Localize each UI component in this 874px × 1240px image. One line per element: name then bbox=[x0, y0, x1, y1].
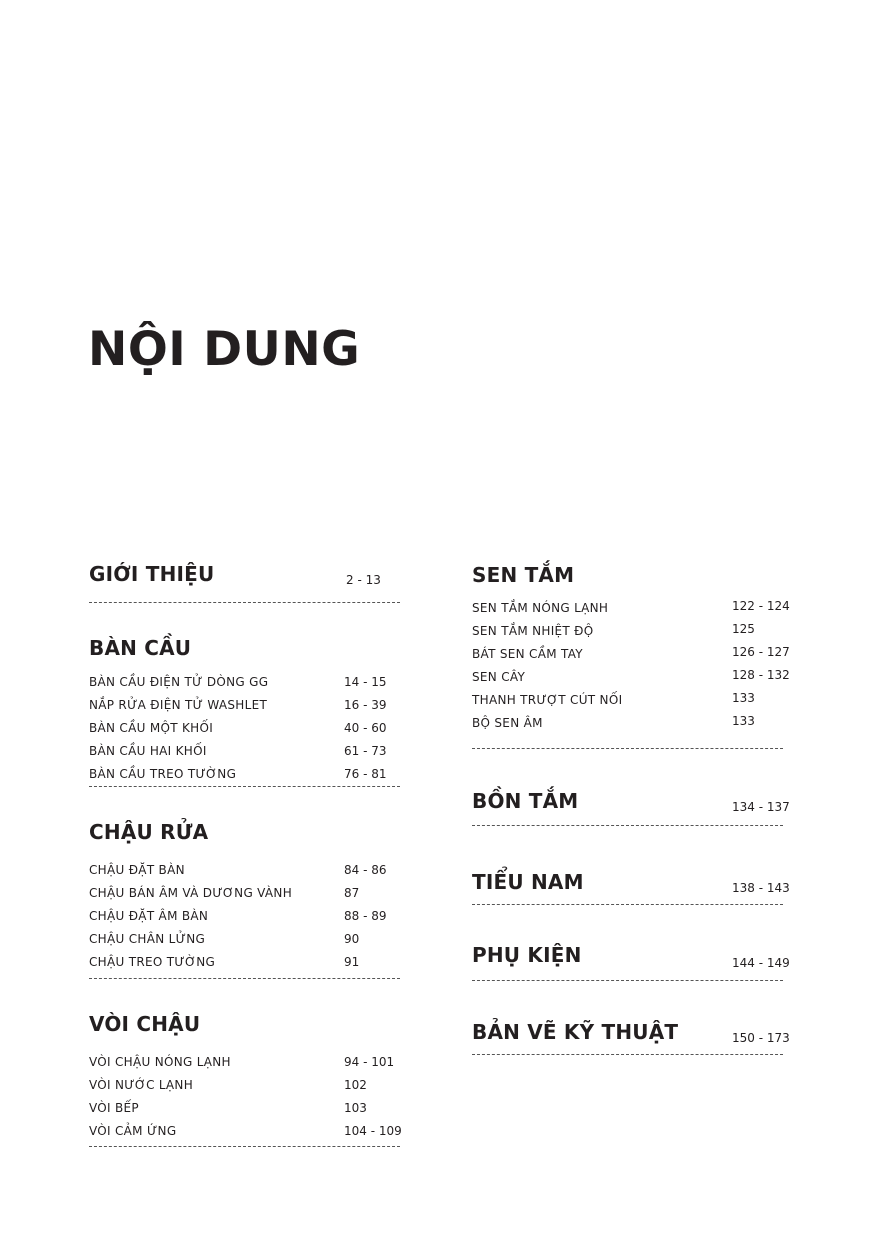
entry-label: SEN CÂY bbox=[472, 670, 526, 684]
entry-label: CHẬU CHÂN LỬNG bbox=[89, 932, 206, 946]
entry-label: VÒI CẢM ỨNG bbox=[89, 1124, 177, 1138]
entry-label: BÀN CẦU MỘT KHỐI bbox=[89, 721, 214, 735]
entry-pages: 84 - 86 bbox=[344, 863, 387, 877]
toc-section-gioi-thieu bbox=[89, 560, 401, 602]
entry-pages: 104 - 109 bbox=[344, 1124, 402, 1138]
toc-section-bon-tam bbox=[472, 749, 790, 825]
entry-pages: 16 - 39 bbox=[344, 698, 387, 712]
entry-label: VÒI BẾP bbox=[89, 1101, 139, 1115]
toc-entry bbox=[89, 932, 401, 955]
toc-section-ban-ve-ky-thuat bbox=[472, 981, 790, 1054]
section-title: VÒI CHẬU bbox=[89, 1012, 201, 1036]
toc-section-ban-cau bbox=[89, 603, 401, 786]
toc-section-phu-kien bbox=[472, 905, 790, 980]
page-title: NỘI DUNG bbox=[88, 322, 361, 377]
entry-pages: 76 - 81 bbox=[344, 767, 387, 781]
entry-pages: 94 - 101 bbox=[344, 1055, 395, 1069]
toc-entry bbox=[89, 675, 401, 698]
entry-label: VÒI CHẬU NÓNG LẠNH bbox=[89, 1055, 231, 1069]
entry-label: BÀN CẦU ĐIỆN TỬ DÒNG GG bbox=[89, 675, 269, 689]
section-title: PHỤ KIỆN bbox=[472, 943, 582, 967]
toc-section-chau-rua bbox=[89, 787, 401, 978]
toc-entry bbox=[89, 767, 401, 786]
entry-pages: 125 bbox=[732, 622, 755, 636]
section-pages: 134 - 137 bbox=[732, 800, 790, 814]
entry-pages: 88 - 89 bbox=[344, 909, 387, 923]
toc-entry bbox=[89, 886, 401, 909]
entry-pages: 128 - 132 bbox=[732, 668, 790, 682]
entry-label: CHẬU ĐẶT BÀN bbox=[89, 863, 185, 877]
entry-label: BÀN CẦU TREO TƯỜNG bbox=[89, 767, 237, 781]
toc-entry bbox=[472, 624, 784, 647]
toc-entry bbox=[89, 1078, 401, 1101]
section-title: CHẬU RỬA bbox=[89, 820, 209, 844]
entry-pages: 90 bbox=[344, 932, 360, 946]
section-pages: 144 - 149 bbox=[732, 956, 790, 970]
section-pages: 2 - 13 bbox=[346, 573, 381, 587]
toc-entry bbox=[89, 744, 401, 767]
section-pages: 150 - 173 bbox=[732, 1031, 790, 1045]
toc-section-voi-chau bbox=[89, 979, 401, 1146]
entry-label: CHẬU ĐẶT ÂM BÀN bbox=[89, 909, 209, 923]
toc-entry bbox=[89, 909, 401, 932]
toc-entry bbox=[89, 863, 401, 886]
toc-section-sen-tam bbox=[472, 563, 790, 748]
entry-label: BÀN CẦU HAI KHỐI bbox=[89, 744, 207, 758]
dashed-divider bbox=[472, 1054, 783, 1055]
section-title: GIỚI THIỆU bbox=[89, 562, 215, 586]
toc-entry bbox=[89, 721, 401, 744]
entry-label: BỘ SEN ÂM bbox=[472, 716, 543, 730]
entry-pages: 103 bbox=[344, 1101, 367, 1115]
entry-pages: 91 bbox=[344, 955, 360, 969]
section-pages: 138 - 143 bbox=[732, 881, 790, 895]
entry-label: CHẬU TREO TƯỜNG bbox=[89, 955, 216, 969]
section-title: BẢN VẼ KỸ THUẬT bbox=[472, 1020, 679, 1044]
toc-section-tieu-nam bbox=[472, 826, 790, 904]
section-title: SEN TẮM bbox=[472, 563, 575, 587]
entry-label: BÁT SEN CẦM TAY bbox=[472, 647, 583, 661]
entry-label: CHẬU BÁN ÂM VÀ DƯƠNG VÀNH bbox=[89, 886, 293, 900]
entry-label: VÒI NƯỚC LẠNH bbox=[89, 1078, 194, 1092]
entry-pages: 133 bbox=[732, 691, 755, 705]
entry-label: THANH TRƯỢT CÚT NỐI bbox=[472, 693, 623, 707]
toc-entry bbox=[472, 645, 790, 670]
entry-label: SEN TẮM NÓNG LẠNH bbox=[472, 601, 609, 615]
dashed-divider bbox=[89, 1146, 400, 1147]
toc-right-column bbox=[472, 563, 790, 1055]
toc-entry bbox=[472, 599, 790, 624]
entry-pages: 87 bbox=[344, 886, 360, 900]
section-title: BỒN TẮM bbox=[472, 789, 579, 813]
entry-pages: 133 bbox=[732, 714, 755, 728]
entry-pages: 122 - 124 bbox=[732, 599, 790, 613]
toc-entry bbox=[89, 1055, 401, 1078]
toc-entry bbox=[89, 955, 401, 978]
toc-entry bbox=[472, 668, 790, 693]
entry-pages: 14 - 15 bbox=[344, 675, 387, 689]
toc-entry bbox=[472, 716, 784, 748]
entry-label: NẮP RỬA ĐIỆN TỬ WASHLET bbox=[89, 698, 268, 712]
section-title: BÀN CẦU bbox=[89, 636, 192, 660]
entry-pages: 126 - 127 bbox=[732, 645, 790, 659]
entry-pages: 61 - 73 bbox=[344, 744, 387, 758]
toc-entry bbox=[89, 698, 401, 721]
entry-pages: 102 bbox=[344, 1078, 367, 1092]
entry-pages: 40 - 60 bbox=[344, 721, 387, 735]
toc-entry bbox=[89, 1101, 401, 1124]
toc-entry bbox=[89, 1124, 401, 1146]
toc-left-column bbox=[89, 560, 401, 1147]
toc-entry bbox=[472, 693, 784, 716]
section-title: TIỂU NAM bbox=[472, 870, 584, 894]
entry-label: SEN TẮM NHIỆT ĐỘ bbox=[472, 624, 594, 638]
